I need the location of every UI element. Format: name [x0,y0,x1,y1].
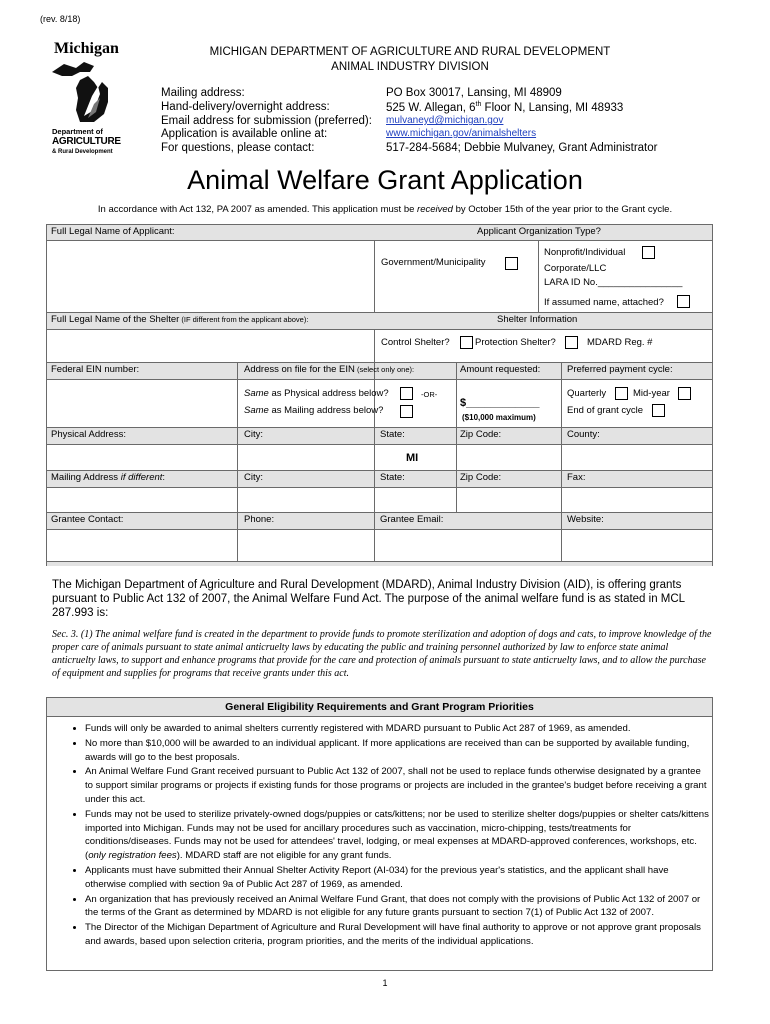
physical-zip-label: Zip Code: [460,429,502,440]
grantee-contact-label: Grantee Contact: [51,514,124,525]
email-link[interactable]: mulvaneyd@michigan.gov [386,115,504,126]
eligibility-item: • An organization that has previously received an Animal Welfare Fund Grant, that does not comply with the provisions of Public Act 132 of 2007 or the terms of the Grant as determined by MDARD is not eligible for any future grants pursuant to section 7(1) of Public Act 132 of 2007. [85,893,710,921]
payment-cycle-label: Preferred payment cycle: [567,364,673,375]
nonprofit-label: Nonprofit/Individual [544,247,626,258]
questions-label: For questions, please contact: [161,142,315,154]
application-form [46,224,713,566]
logo-dept-line3: & Rural Development [52,149,113,155]
logo-dept-line2: AGRICULTURE [52,136,121,147]
revision-label: (rev. 8/18) [40,14,81,24]
physical-state-label: State: [380,429,405,440]
physical-address-label: Physical Address: [51,429,126,440]
eligibility-heading: General Eligibility Requirements and Grant Program Priorities [47,698,712,717]
midyear-checkbox[interactable] [678,387,691,400]
email-label: Email address for submission (preferred): [161,115,372,127]
assumed-name-label: If assumed name, attached? [544,297,664,308]
eligibility-section [46,697,713,971]
mailing-city-label: City: [244,472,263,483]
questions-value: 517-284-5684; Debbie Mulvaney, Grant Administrator [386,142,658,154]
protection-shelter-checkbox[interactable] [565,336,578,349]
lara-id-label: LARA ID No.________________ [544,277,683,288]
org-type-label: Applicant Organization Type? [477,226,601,237]
page-number: 1 [382,978,388,988]
eligibility-list [47,718,710,950]
amount-max-label: ($10,000 maximum) [462,413,536,422]
end-cycle-label: End of grant cycle [567,405,644,416]
same-physical-label: Same as Physical address below? [244,388,389,399]
quarterly-label: Quarterly [567,388,607,399]
eligibility-item: • Applicants must have submitted their Annual Shelter Activity Report (AI-034) for the previous year's statistics, and the applicant shall have otherwise complied with section 9a of Public Act 287 of 1969, as amended. [85,864,710,892]
logo-michigan-text: Michigan [54,40,119,57]
intro-paragraph: The Michigan Department of Agriculture and Rural Development (MDARD), Animal Industry Division (AID), is offering grants pursuant to Public Act 132 of 2007, the Animal Welfare Fund Act. The purpose of the animal welfare fund is as stated in MCL 287.993 is: [52,579,685,619]
mdard-reg-label: MDARD Reg. # [587,337,653,348]
eligibility-item: • Funds may not be used to sterilize privately-owned dogs/puppies or cats/kittens; nor be used to sterilize shelter dogs/puppies or shelter cats/kittens imported into Michigan. Funds may not be used for ancillary procedures such as vaccination, micro-chipping, tests/treatments for conditions/diseases. Funds may not be used for attendees' travel, lodging, or meal expenses at MDARD-approved conferences, workshops, etc. (only registration fees). MDARD staff are not eligible for any grant funds. [85,808,710,863]
delivery-label: Hand-delivery/overnight address: [161,101,330,113]
mailing-value: PO Box 30017, Lansing, MI 48909 [386,87,562,99]
header-division: ANIMAL INDUSTRY DIVISION [331,61,489,73]
control-shelter-checkbox[interactable] [460,336,473,349]
online-link[interactable]: www.michigan.gov/animalshelters [386,128,537,139]
county-label: County: [567,429,600,440]
state-mi-value: MI [406,452,419,464]
same-mailing-label: Same as Mailing address below? [244,405,384,416]
grantee-email-label: Grantee Email: [380,514,444,525]
page-subtitle: In accordance with Act 132, PA 2007 as amended. This application must be received by October 15th of the year prior to the Grant cycle. [97,204,673,215]
same-mailing-checkbox[interactable] [400,405,413,418]
corporate-label: Corporate/LLC [544,263,607,274]
protection-shelter-label: Protection Shelter? [475,337,556,348]
control-shelter-label: Control Shelter? [381,337,450,348]
government-label: Government/Municipality [381,257,486,268]
delivery-value: 525 W. Allegan, 6th Floor N, Lansing, MI 48933 [386,101,624,114]
logo-dept-line1: Department of [52,127,103,136]
government-checkbox[interactable] [505,257,518,270]
michigan-map-icon [50,58,120,128]
fax-label: Fax: [567,472,586,483]
applicant-name-label: Full Legal Name of Applicant: [51,226,175,237]
address-on-file-label: Address on file for the EIN (select only one): [244,364,415,375]
nonprofit-checkbox[interactable] [642,246,655,259]
header-department: MICHIGAN DEPARTMENT OF AGRICULTURE AND RURAL DEVELOPMENT [209,46,611,58]
assumed-name-checkbox[interactable] [677,295,690,308]
eligibility-item: • The Director of the Michigan Department of Agriculture and Rural Development will have final authority to approve or not approve grant proposals and awards, based upon selection criteria, program priorities, and the merits of the individual applications. [85,921,710,949]
shelter-name-label: Full Legal Name of the Shelter (IF different from the applicant above): [51,314,309,325]
amount-field[interactable]: $____________ [460,397,540,409]
mailing-state-label: State: [380,472,405,483]
page-title: Animal Welfare Grant Application [187,165,583,195]
end-cycle-checkbox[interactable] [652,404,665,417]
quarterly-checkbox[interactable] [615,387,628,400]
eligibility-item: • No more than $10,000 will be awarded to an individual applicant. If more applications are received than can be supported by available funding, awards will go to the best proposals. [85,737,710,765]
eligibility-item: • An Animal Welfare Fund Grant received pursuant to Public Act 132 of 2007, shall not be used to replace funds otherwise designated by a grantee to support similar programs or projects if existing funds for those programs or projects are included in the grantee's budget before receiving a grant under this act. [85,765,710,806]
mailing-label: Mailing address: [161,87,245,99]
same-physical-checkbox[interactable] [400,387,413,400]
physical-city-label: City: [244,429,263,440]
or-label: -OR- [421,390,438,399]
mdard-logo [48,40,126,158]
online-label: Application is available online at: [161,128,328,140]
amount-requested-label: Amount requested: [460,364,541,375]
website-label: Website: [567,514,604,525]
shelter-info-label: Shelter Information [497,314,578,325]
phone-label: Phone: [244,514,275,525]
midyear-label: Mid-year [633,388,670,399]
ein-label: Federal EIN number: [51,364,140,375]
mailing-zip-label: Zip Code: [460,472,502,483]
eligibility-item: • Funds will only be awarded to animal shelters currently registered with MDARD pursuant to Public Act 287 of 1969, as amended. [85,722,710,736]
sec3-quote: Sec. 3. (1) The animal welfare fund is created in the department to provide funds to promote sterilization and adoption of dogs and cats, to improve knowledge of the proper care of animals pursuant to state animal anticruelty laws by educating the public and training personnel authorized by law to enforce state animal anticruelty laws, to support and enhance programs that provide for the care and protection of animals pursuant to state anticruelty laws, and to allow the purchase of equipment and supplies for programs that receive grants under this act. [52,629,712,679]
mailing-address-label: Mailing Address if different: [51,472,166,483]
